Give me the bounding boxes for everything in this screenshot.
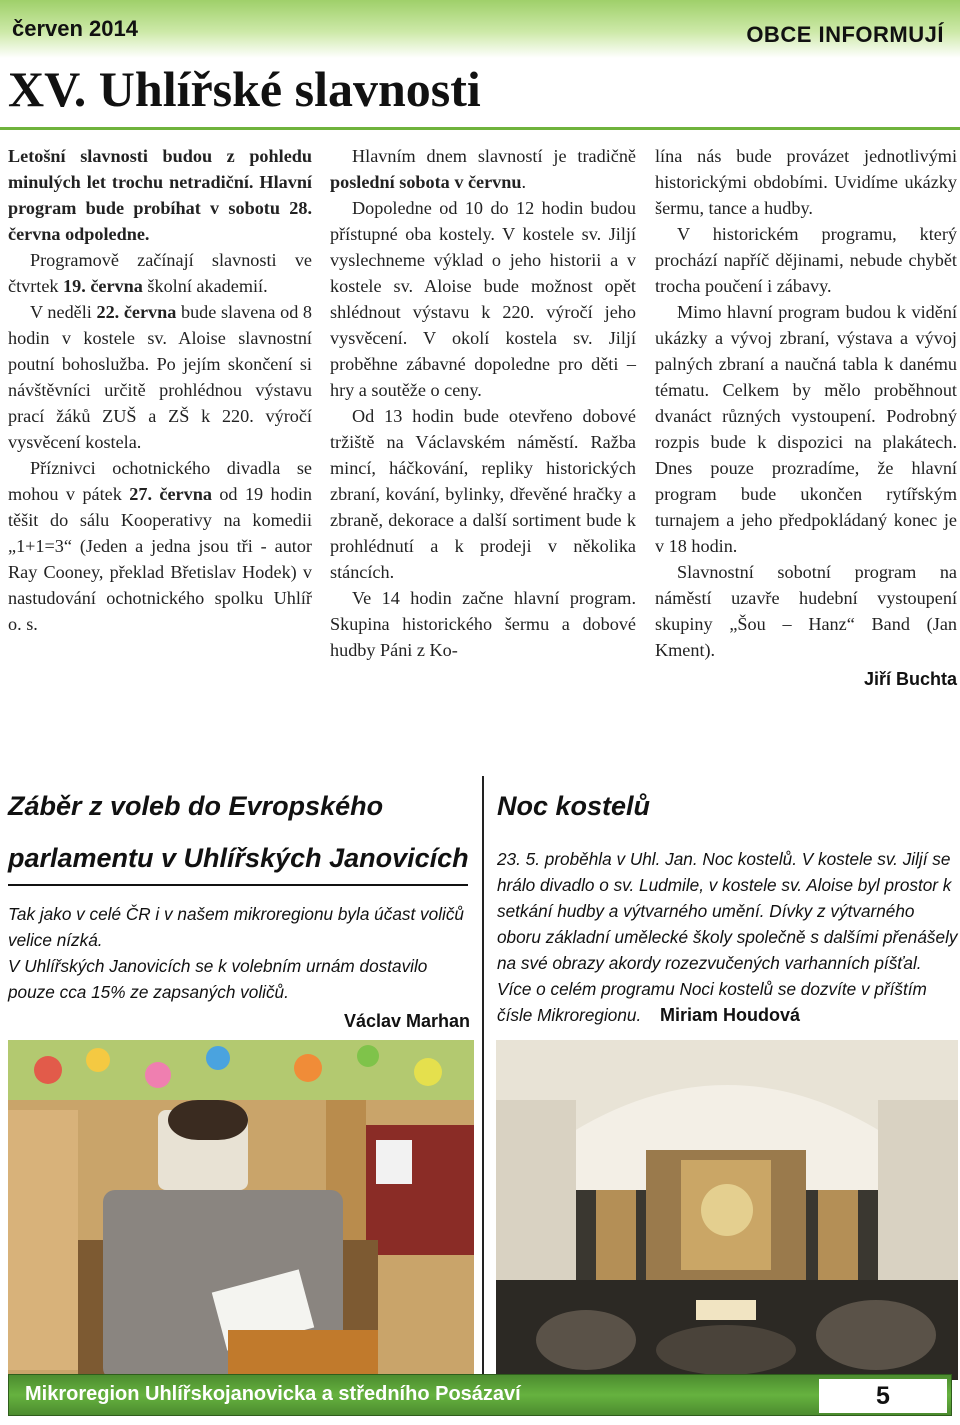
churches-author: Miriam Houdová [660,1005,801,1025]
article-paragraph [330,143,636,195]
article-column-1 [8,143,312,637]
article-paragraph: Mimo hlavní program budou k vidění ukázky a vývoj zbraní, výstava a vývoj palných zbraní a naučná tabla k danému tématu. Celkem by mělo proběhnout dvanáct různých vystoupení. Podrobný rozpis bude k dispozici na plakátech. Dnes pouze prozradíme, že hlavní program bude ukončen rytířským turnajem a jeho předpokládaný konec je v 18 hodin. [655,302,957,556]
text-run: 23. 5. proběhla v Uhl. Jan. Noc kostelů. V kostele sv. Jiljí se hrálo divadlo o sv. Ludmile, v kostele sv. Aloise byl prostor k setkání hudby a výtvarného umění. Dívky z výtvarného oboru základní umělecké školy společně s dalšími přenášely na své obrazy akordy rozezvučených varhanních píšťal. Více o celém programu Noci kostelů se dozvíte v příštím čísle Mikroregionu. [497,849,958,1025]
article-paragraph: Ve 14 hodin začne hlavní program. Skupina historického šermu a dobové hudby Páni z Ko- [330,588,636,660]
article-paragraph: V historickém programu, který prochází napříč dějinami, nebude chybět trocha poučení i zábavy. [655,224,957,296]
article-lead: Letošní slavnosti budou z pohledu minulých let trochu netradiční. Hlavní program bude probíhat v sobotu 28. června odpoledne. [8,146,312,244]
section-label: OBCE INFORMUJÍ [746,22,944,47]
churches-box [497,780,959,1028]
churches-text [497,846,959,1028]
article-column-2 [330,143,636,663]
date-highlight: 27. června [129,484,212,504]
article-headline: XV. Uhlířské slavnosti [8,61,481,117]
elections-text: V Uhlířských Janovicích se k volebním urnám dostavilo pouze cca 15% ze zapsaných voličů. [8,956,428,1002]
article-author: Jiří Buchta [863,669,957,689]
church-photo-illustration [496,1040,958,1380]
election-photo [8,1040,474,1380]
date-highlight: poslední sobota v červnu [330,172,522,192]
footer-title: Mikroregion Uhlířskojanovicka a středního Posázaví [25,1383,521,1405]
article-paragraph [8,299,312,455]
article-paragraph: Slavnostní sobotní program na náměstí uzavře hudební vystoupení skupiny „Šou – Hanz“ Band (Jan Kment). [655,562,957,660]
church-photo [496,1040,958,1380]
elections-title-line-1: Záběr z voleb do Evropského [8,791,384,821]
issue-date: červen 2014 [12,16,138,41]
article-paragraph [8,247,312,299]
text-run: bude slavena od 8 hodin v kostele sv. Aloise slavnostní poutní bohoslužba. Po jejím skončení si návštěvníci určitě prohlédnou výstavu prací žáků ZUŠ a ZŠ k 220. výročí vysvěcení kostela. [8,302,312,452]
elections-title-line-2: parlamentu v Uhlířských Janovicích [8,843,469,873]
article-column-3 [655,143,957,690]
elections-divider [8,884,468,886]
article-paragraph: Od 13 hodin bude otevřeno dobové tržiště na Václavském náměstí. Ražba mincí, háčkování, repliky historických zbraní, kování, bylinky, dřevěné hračky a zbraně, dekorace a další sortiment bude k prohlédnutí a k prodeji v několika stáncích. [330,406,636,582]
text-run: od 19 hodin těšit do sálu Kooperativy na komedii „1+1=3“ (Jeden a jedna jsou tři - autor Ray Cooney, překlad Břetislav Hodek) v nastudování ochotnického spolku Uhlíř o. s. [8,484,312,634]
page-footer [8,1374,952,1416]
elections-text: Tak jako v celé ČR i v našem mikroregionu byla účast voličů velice nízká. [8,904,464,950]
elections-author: Václav Marhan [343,1011,470,1031]
text-run: Příznivci ochotnického divadla se mohou v pátek [8,458,312,504]
article-paragraph: lína nás bude provázet jednotlivými historickými obdobími. Uvidíme ukázky šermu, tance a hudby. [655,146,957,218]
election-photo-illustration [8,1040,474,1380]
text-run: . [521,172,527,192]
article-paragraph [8,455,312,637]
headline-divider [0,127,960,130]
date-highlight: 22. června [96,302,177,322]
churches-title: Noc kostelů [497,791,651,821]
date-highlight: 19. června [63,276,143,296]
elections-box [8,780,470,884]
column-divider [482,776,484,1376]
text-run: V neděli [30,302,97,322]
text-run: školní akademií. [142,276,268,296]
page-number: 5 [819,1379,947,1413]
page-header-band [0,0,960,58]
text-run: Hlavním dnem slavností je tradičně [352,146,636,166]
text-run: Programově začínají slavnosti ve čtvrtek [8,250,312,296]
article-paragraph: Dopoledne od 10 do 12 hodin budou přístupné oba kostely. V kostele sv. Jiljí vyslechneme výklad o jeho historii a v kostele sv. Aloise bude možnost opět shlédnout výstavu k 220. výročí jeho vysvěcení. V okolí kostela sv. Jiljí proběhne zábavné dopoledne pro děti – hry a soutěže o ceny. [330,198,636,400]
elections-text-box [8,901,470,1032]
